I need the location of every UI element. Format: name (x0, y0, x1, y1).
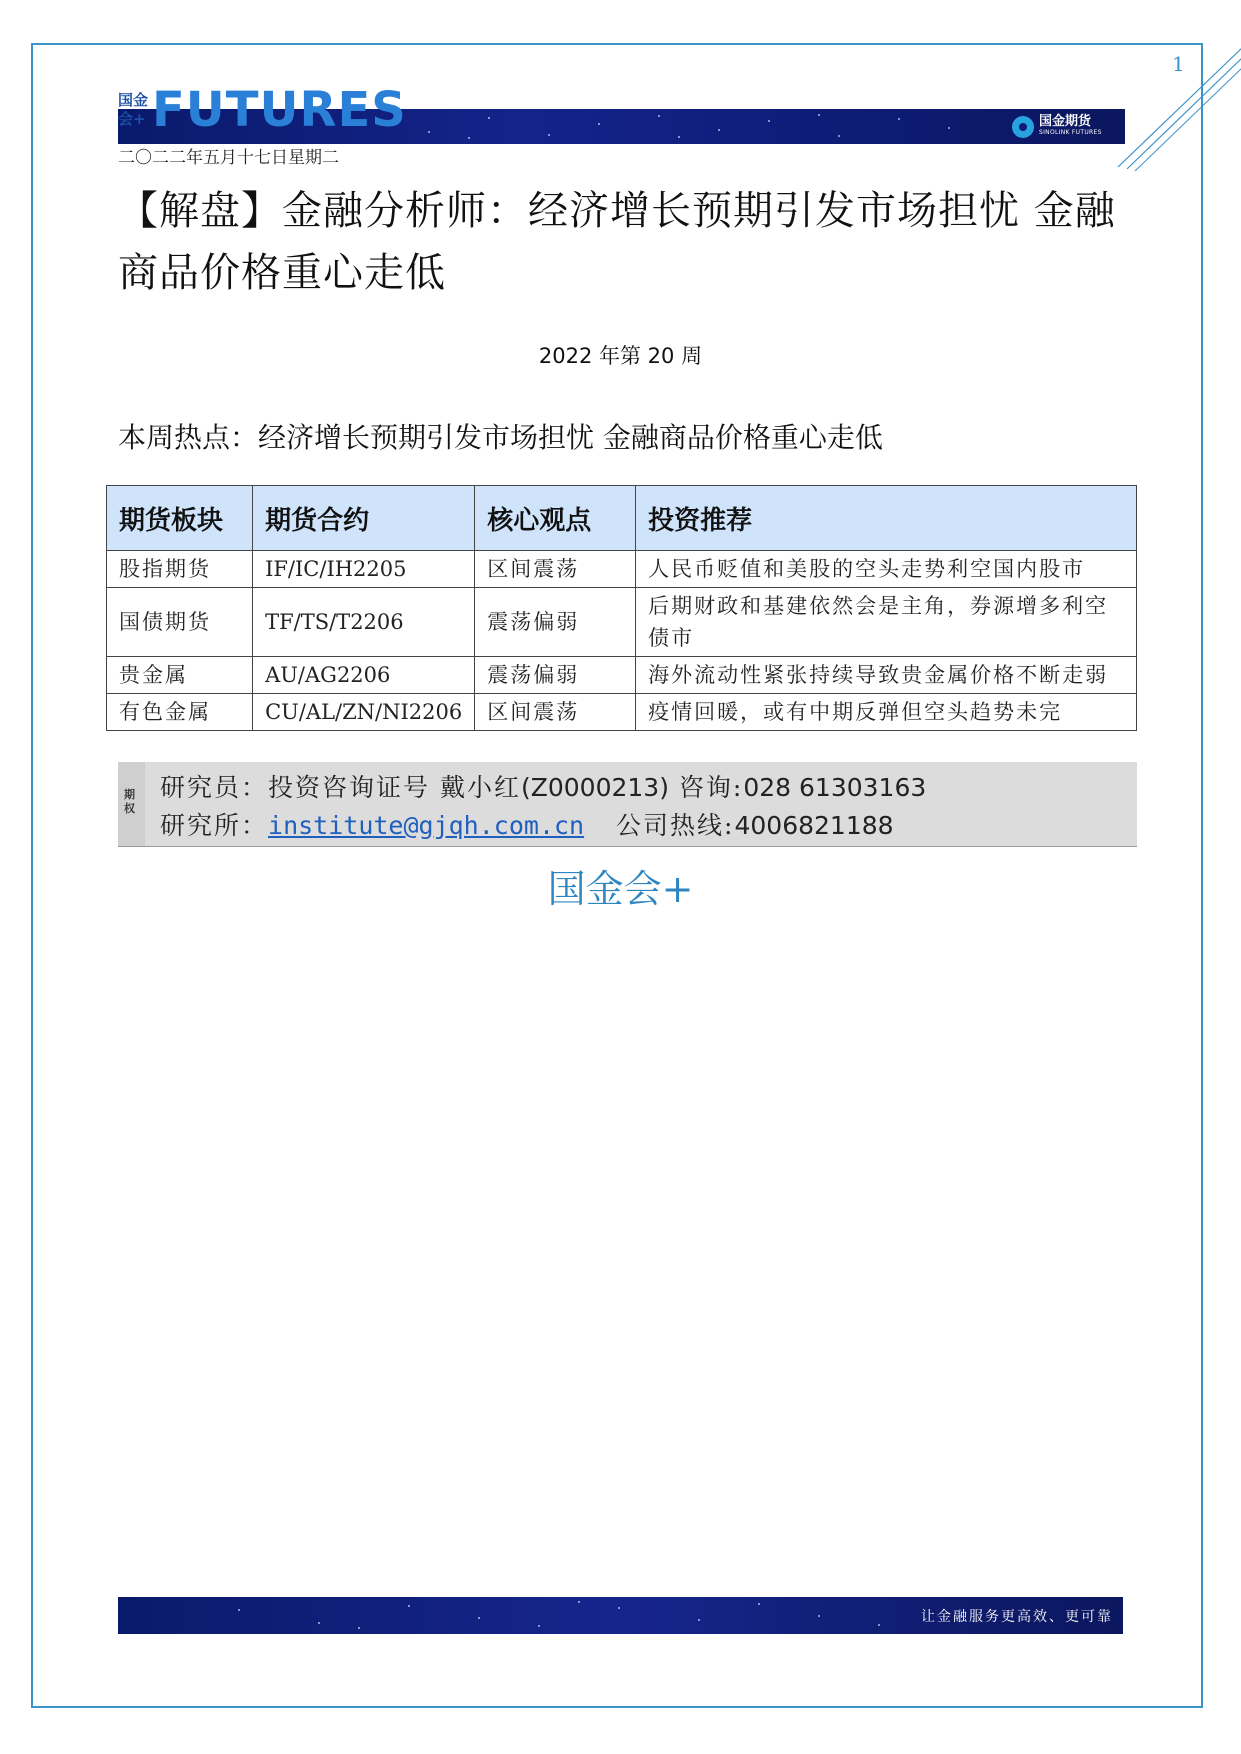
license-number: (Z0000213) (520, 773, 669, 802)
sinolink-logo (1012, 113, 1102, 141)
cell-sector: 有色金属 (107, 694, 253, 731)
researcher-name: 投资咨询证号 戴小红 (268, 773, 521, 802)
cell-contract: CU/AL/ZN/NI2206 (253, 694, 475, 731)
futures-table (106, 485, 1137, 731)
header-recommendation: 投资推荐 (636, 486, 1137, 551)
corner-decoration (1115, 45, 1241, 175)
institute-line (160, 806, 894, 842)
options-badge: 期权 (124, 788, 135, 815)
sinolink-name-cn: 国金期货 (1039, 114, 1092, 129)
contact-box (118, 762, 1137, 847)
cell-sector: 股指期货 (107, 551, 253, 588)
table-row (107, 551, 1137, 588)
table-row (107, 694, 1137, 731)
weekly-hotspot: 本周热点：经济增长预期引发市场担忧 金融商品价格重心走低 (118, 421, 883, 454)
contact-tab (118, 762, 145, 846)
futures-logo: FUTURES (152, 82, 407, 138)
consult-phone: 028 61303163 (743, 773, 927, 802)
researcher-line (160, 768, 926, 804)
cell-recommendation: 后期财政和基建依然会是主角，券源增多利空债市 (636, 588, 1137, 657)
cell-sector: 国债期货 (107, 588, 253, 657)
header-sector: 期货板块 (107, 486, 253, 551)
cell-sector: 贵金属 (107, 657, 253, 694)
header-contract: 期货合约 (253, 486, 475, 551)
cell-contract: TF/TS/T2206 (253, 588, 475, 657)
page-number: 1 (1172, 52, 1185, 76)
table-header-row (107, 486, 1137, 551)
table-row (107, 657, 1137, 694)
researcher-label: 研究员： (160, 773, 269, 802)
cell-recommendation: 人民币贬值和美股的空头走势利空国内股市 (636, 551, 1137, 588)
sinolink-name-en: SINOLINK FUTURES (1039, 129, 1102, 136)
article-title: 【解盘】金融分析师：经济增长预期引发市场担忧 金融商品价格重心走低 (118, 188, 1116, 296)
cell-contract: AU/AG2206 (253, 657, 475, 694)
brand-logo-cn: 国金会+ (118, 91, 149, 128)
week-label: 2022 年第 20 周 (538, 344, 703, 368)
hotline-number: 4006821188 (734, 811, 894, 840)
cell-recommendation: 疫情回暖，或有中期反弹但空头趋势未完 (636, 694, 1137, 731)
cell-view: 震荡偏弱 (475, 657, 636, 694)
table-row (107, 588, 1137, 657)
institute-label: 研究所： (160, 811, 269, 840)
institute-email-link[interactable]: institute@gjqh.com.cn (268, 811, 585, 840)
header-view: 核心观点 (475, 486, 636, 551)
cell-contract: IF/IC/IH2205 (253, 551, 475, 588)
hotline-label: 公司热线: (616, 811, 735, 840)
sinolink-icon (1012, 116, 1034, 138)
cell-view: 区间震荡 (475, 694, 636, 731)
cell-view: 震荡偏弱 (475, 588, 636, 657)
consult-label: 咨询: (678, 773, 744, 802)
footer-slogan: 让金融服务更高效、更可靠 (921, 1609, 1113, 1625)
footer-banner (118, 1597, 1123, 1634)
brand-footer-text: 国金会+ (547, 867, 694, 911)
report-date: 二〇二二年五月十七日星期二 (118, 148, 339, 168)
cell-view: 区间震荡 (475, 551, 636, 588)
cell-recommendation: 海外流动性紧张持续导致贵金属价格不断走弱 (636, 657, 1137, 694)
